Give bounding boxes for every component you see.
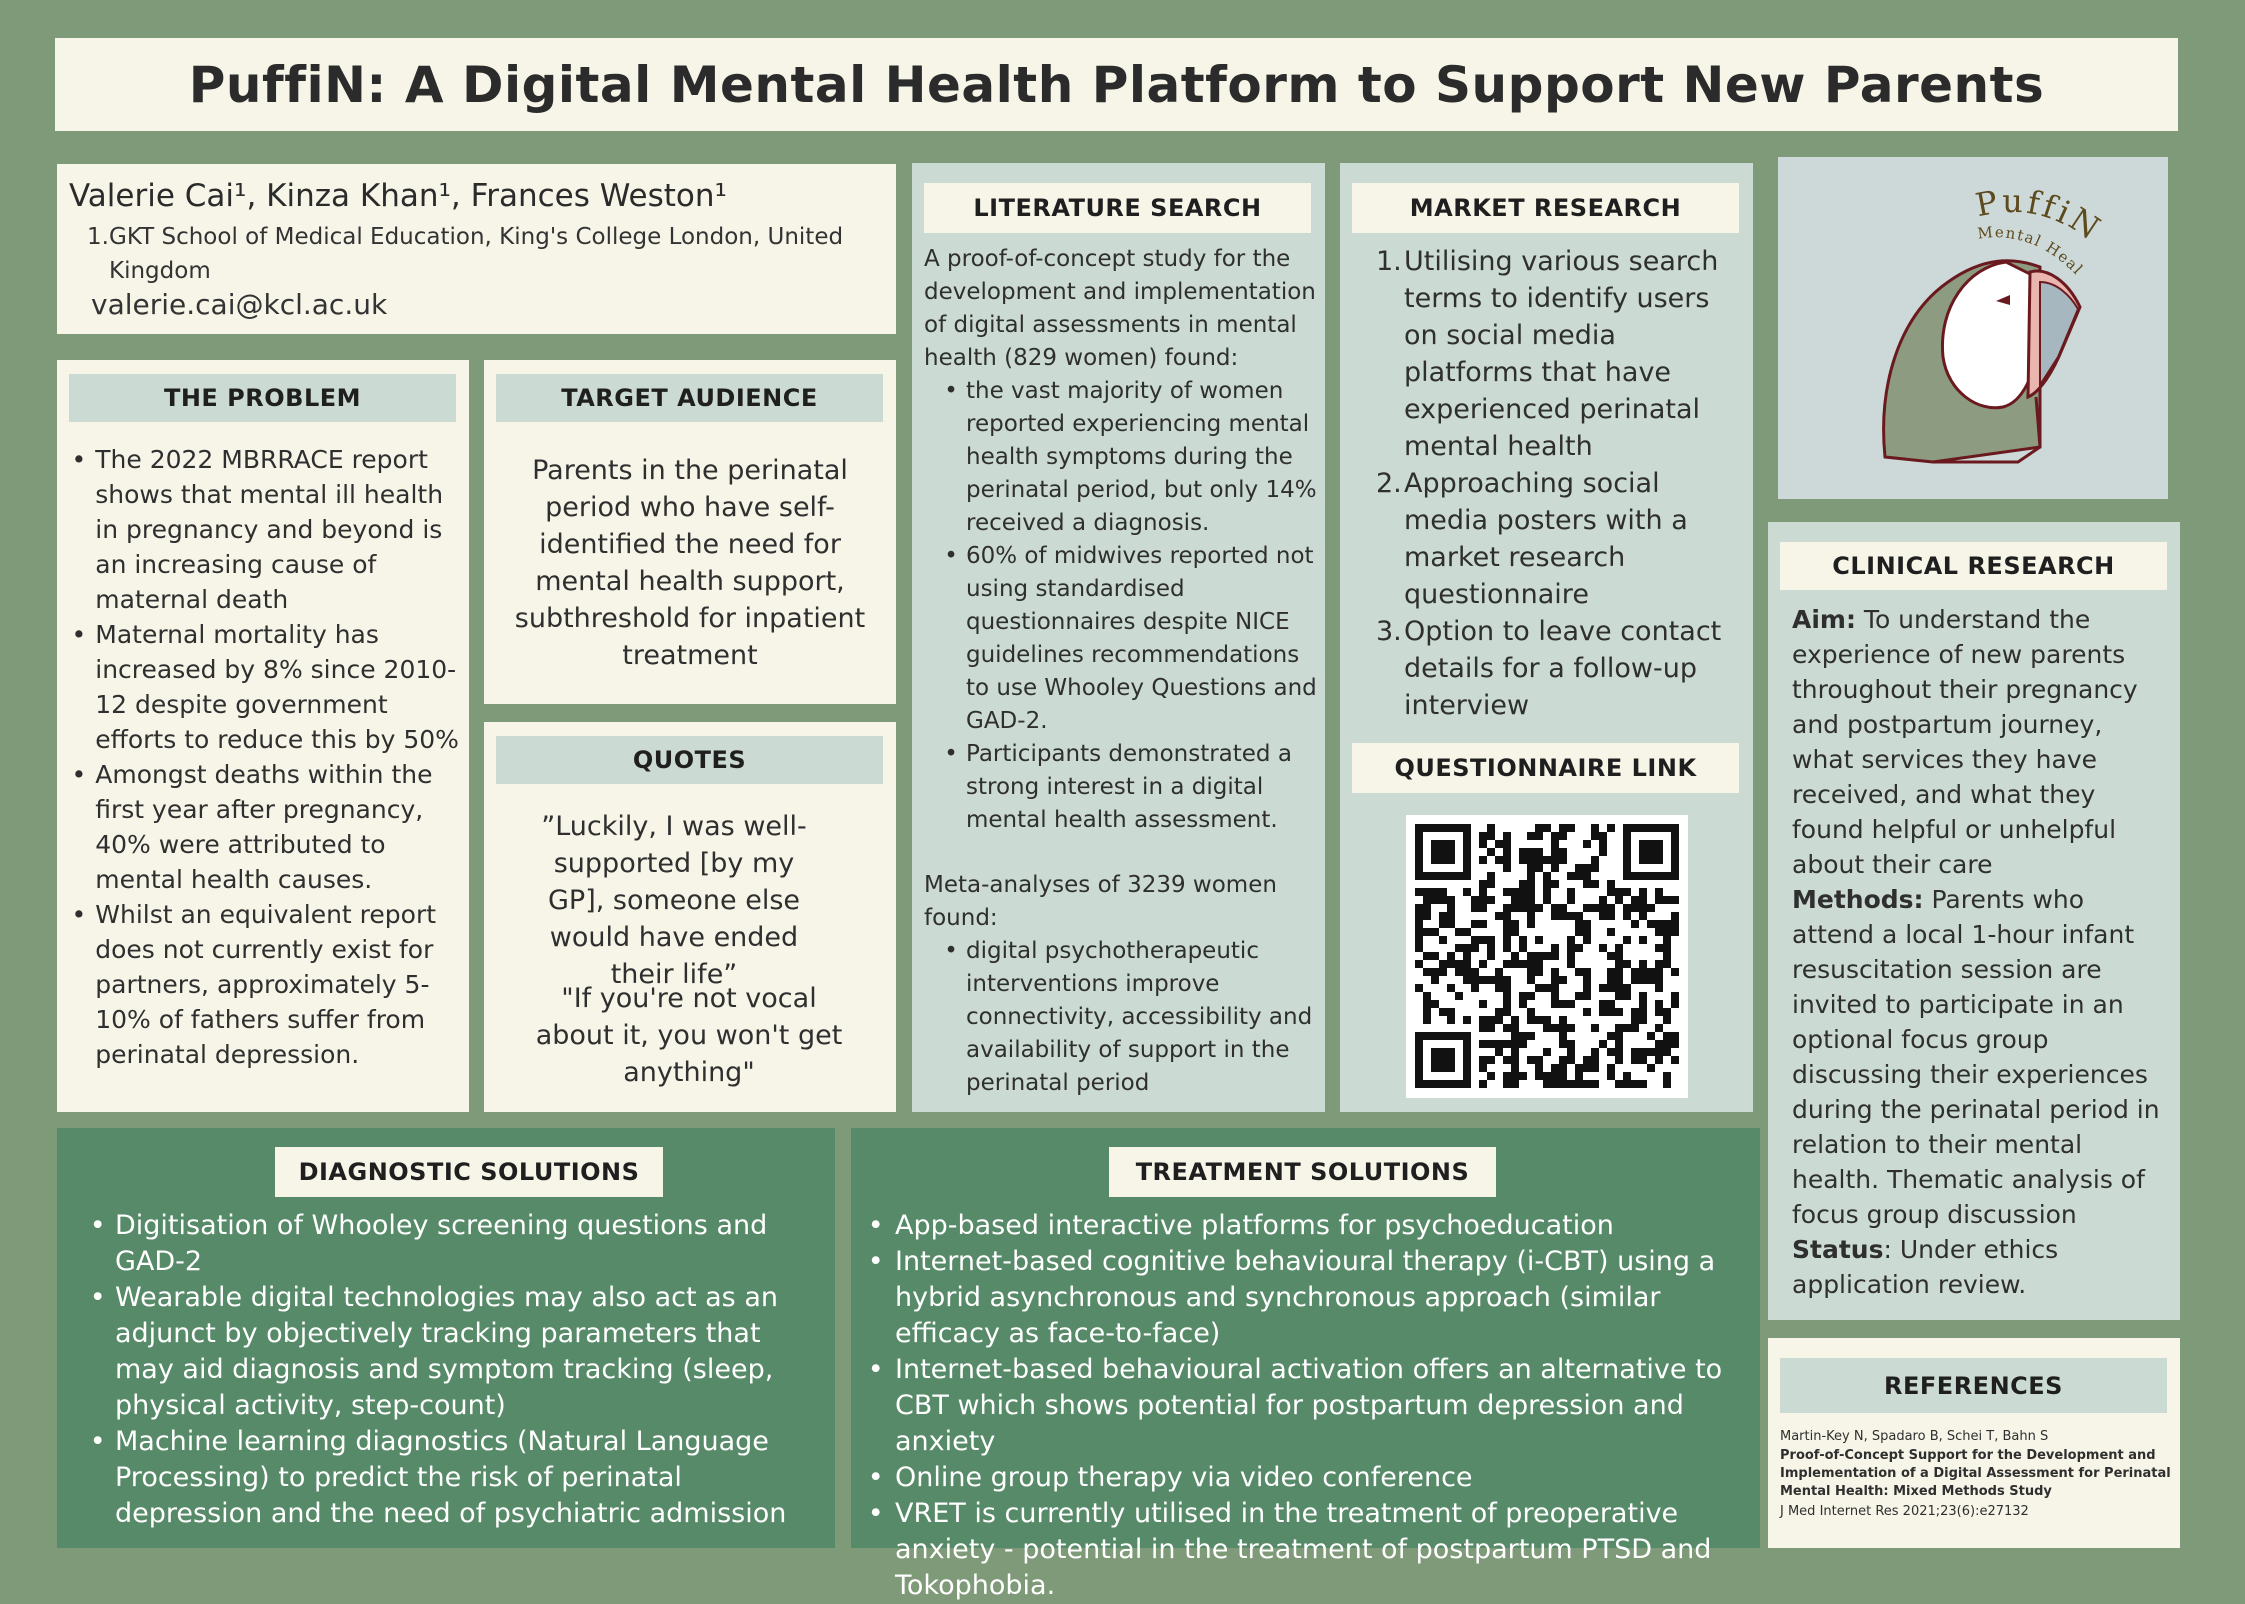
- problem-list: [69, 442, 464, 1072]
- affiliation-text: GKT School of Medical Education, King's College London, United Kingdom: [109, 224, 844, 284]
- clinical-panel: [1768, 522, 2180, 1320]
- reference-authors: Martin-Key N, Spadaro B, Schei T, Bahn S: [1780, 1429, 2049, 1444]
- list-item: • 60% of midwives reported not using standardised questionnaires despite NICE guidelines recommendations to use Whooley Questions and GAD-2.: [942, 540, 1324, 738]
- list-item: • Machine learning diagnostics (Natural Language Processing) to predict the risk of perinatal depression and the need of psychiatric admission: [87, 1424, 827, 1532]
- list-item: • The 2022 MBRRACE report shows that mental ill health in pregnancy and beyond is an increasing cause of maternal death: [69, 442, 464, 617]
- poster-title: PuffiN: A Digital Mental Health Platform to Support New Parents: [188, 55, 2045, 114]
- literature-body: [924, 243, 1324, 1100]
- list-item: • Whilst an equivalent report does not currently exist for partners, approximately 5-10% of fathers suffer from perinatal depression.: [69, 897, 464, 1072]
- list-item: [1376, 613, 1746, 724]
- list-item: • Online group therapy via video conference: [865, 1460, 1745, 1496]
- references-panel: [1768, 1338, 2180, 1548]
- target-panel: [484, 360, 896, 704]
- problem-panel: [57, 360, 469, 1112]
- list-item: • VRET is currently utilised in the treatment of preoperative anxiety - potential in the treatment of postpartum PTSD and Tokophobia.: [865, 1496, 1745, 1604]
- methods-label: Methods:: [1792, 885, 1924, 914]
- target-text: Parents in the perinatal period who have self-identified the need for mental health support, subthreshold for inpatient treatment: [514, 455, 866, 671]
- list-item: • App-based interactive platforms for psychoeducation: [865, 1208, 1745, 1244]
- item-text: Utilising various search terms to identify users on social media platforms that have experienced perinatal mental health: [1404, 246, 1719, 462]
- methods-text: Parents who attend a local 1-hour infant resuscitation session are invited to participate in an optional focus group discussing their experiences during the perinatal period in relation to their mental health. Thematic analysis of focus group discussion: [1792, 885, 2160, 1229]
- item-number: 1.: [1376, 246, 1402, 277]
- literature-intro: A proof-of-concept study for the development and implementation of digital assessments in mental health (829 women) found:: [924, 246, 1316, 371]
- logo-panel: [1778, 157, 2168, 499]
- author-names: Valerie Cai¹, Kinza Khan¹, Frances Weston¹: [69, 178, 727, 214]
- item-text: Option to leave contact details for a follow-up interview: [1404, 616, 1722, 721]
- list-item: [1376, 243, 1746, 465]
- qr-code-icon: [1406, 815, 1688, 1098]
- list-item: • Internet-based cognitive behavioural therapy (i-CBT) using a hybrid asynchronous and synchronous approach (similar efficacy as face-to-face): [865, 1244, 1745, 1352]
- quote-2: "If you're not vocal about it, you won't get anything": [535, 983, 843, 1088]
- list-item: • Internet-based behavioural activation offers an alternative to CBT which shows potential for postpartum depression and anxiety: [865, 1352, 1745, 1460]
- author-email[interactable]: valerie.cai@kcl.ac.uk: [91, 288, 388, 321]
- logo-tagline: Mental Heal: [1976, 223, 2088, 279]
- reference-title: Proof-of-Concept Support for the Development and Implementation of a Digital Assessment for Perinatal Mental Health: Mixed Methods Study: [1780, 1448, 2171, 1499]
- clinical-heading: CLINICAL RESEARCH: [1780, 542, 2167, 590]
- logo-brand: PuffiN: [1972, 181, 2110, 249]
- treatment-list: [865, 1208, 1745, 1604]
- title-bar: [55, 38, 2178, 131]
- references-heading: REFERENCES: [1780, 1358, 2167, 1413]
- diagnostic-heading: DIAGNOSTIC SOLUTIONS: [275, 1147, 663, 1197]
- item-number: 2.: [1376, 468, 1402, 499]
- literature-panel: [912, 163, 1325, 1112]
- literature-heading: LITERATURE SEARCH: [924, 183, 1311, 233]
- quote-1: ”Luckily, I was well-supported [by my GP], someone else would have ended their life”: [541, 811, 807, 990]
- status-text: : Under ethics application review.: [1792, 1235, 2059, 1299]
- list-item: • Digitisation of Whooley screening questions and GAD-2: [87, 1208, 827, 1280]
- aim-label: Aim:: [1792, 605, 1856, 634]
- treatment-heading: TREATMENT SOLUTIONS: [1109, 1147, 1496, 1197]
- market-list: [1376, 243, 1746, 724]
- list-item: [1376, 465, 1746, 613]
- affiliation: [87, 220, 887, 288]
- list-item: • the vast majority of women reported experiencing mental health symptoms during the perinatal period, but only 14% received a diagnosis.: [942, 375, 1324, 540]
- problem-heading: THE PROBLEM: [69, 374, 456, 422]
- questionnaire-heading: QUESTIONNAIRE LINK: [1352, 743, 1739, 793]
- market-panel: [1340, 163, 1753, 1112]
- reference-journal: J Med Internet Res 2021;23(6):e27132: [1780, 1504, 2029, 1519]
- literature-list: [942, 375, 1324, 837]
- questionnaire-qr-code[interactable]: [1406, 815, 1688, 1098]
- market-heading: MARKET RESEARCH: [1352, 183, 1739, 233]
- list-item: • Maternal mortality has increased by 8% since 2010-12 despite government efforts to reduce this by 50%: [69, 617, 464, 757]
- item-number: 3.: [1376, 616, 1402, 647]
- literature-meta-intro: Meta-analyses of 3239 women found:: [924, 872, 1277, 931]
- diagnostic-list: [87, 1208, 827, 1532]
- clinical-body: [1792, 602, 2167, 1302]
- list-item: • digital psychotherapeutic interventions improve connectivity, accessibility and availability of support in the perinatal period: [942, 935, 1324, 1100]
- status-label: Status: [1792, 1235, 1884, 1264]
- aim-text: To understand the experience of new parents throughout their pregnancy and postpartum journey, what services they have received, and what they found helpful or unhelpful about their care: [1792, 605, 2138, 879]
- diagnostic-panel: [57, 1128, 835, 1548]
- treatment-panel: [851, 1128, 1760, 1601]
- affiliation-number: 1.: [87, 224, 109, 250]
- target-heading: TARGET AUDIENCE: [496, 374, 883, 422]
- quotes-panel: [484, 722, 896, 1112]
- quotes-heading: QUOTES: [496, 736, 883, 784]
- authors-panel: [57, 164, 896, 334]
- list-item: • Wearable digital technologies may also act as an adjunct by objectively tracking parameters that may aid diagnosis and symptom tracking (sleep, physical activity, step-count): [87, 1280, 827, 1424]
- list-item: • Participants demonstrated a strong interest in a digital mental health assessment.: [942, 738, 1324, 837]
- literature-meta-list: [942, 935, 1324, 1100]
- list-item: • Amongst deaths within the first year after pregnancy, 40% were attributed to mental health causes.: [69, 757, 464, 897]
- item-text: Approaching social media posters with a market research questionnaire: [1404, 468, 1688, 610]
- puffin-logo-icon: [1778, 157, 2168, 499]
